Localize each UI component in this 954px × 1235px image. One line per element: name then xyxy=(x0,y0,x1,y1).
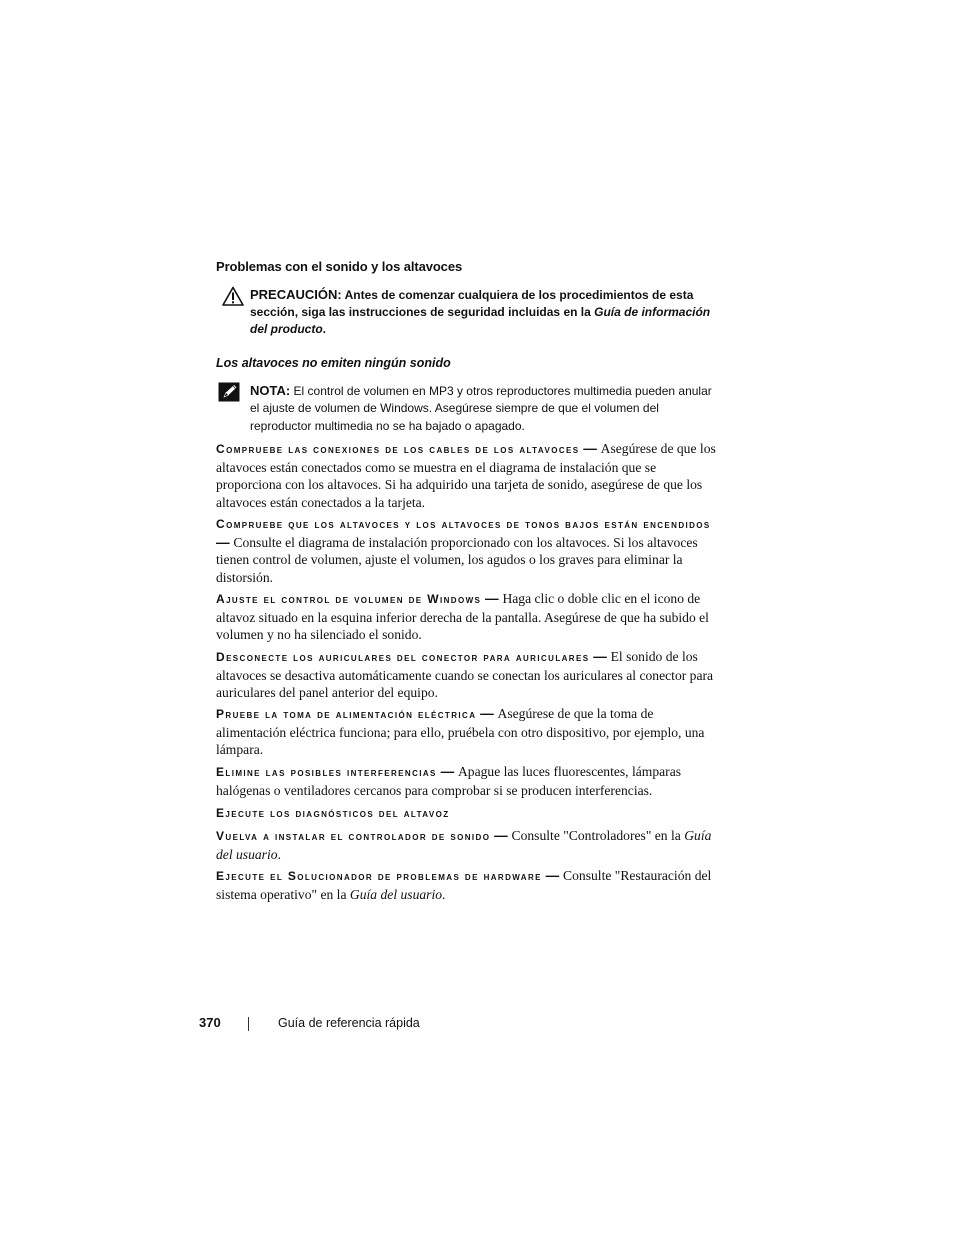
section-title: Problemas con el sonido y los altavoces xyxy=(216,259,463,274)
page-number: 370 xyxy=(199,1015,221,1030)
item-emphasis: Guía del usuario xyxy=(216,828,712,862)
item-dash: — xyxy=(216,534,234,550)
item-text: Consulte el diagrama de instalación proporcionado con los altavoces. Si los altavoces tienen control de volumen, ajuste el volumen, los agudos o los graves para eliminar la distorsión. xyxy=(216,534,698,585)
item-lead: Ejecute los diagnósticos del altavoz xyxy=(216,806,450,820)
troubleshoot-item xyxy=(216,827,716,863)
footer-divider xyxy=(248,1017,249,1031)
item-dash: — xyxy=(579,441,601,456)
item-text: Consulte "Controladores" en la xyxy=(511,828,685,843)
pencil-note-icon xyxy=(218,382,240,407)
troubleshoot-item xyxy=(216,648,716,702)
item-lead: Compruebe las conexiones de los cables de los altavoces xyxy=(216,442,580,456)
caution-body: Antes de comenzar cualquiera de los procedimientos de esta sección, siga las instrucciones de seguridad incluidas en la xyxy=(250,288,694,319)
warning-triangle-icon xyxy=(222,286,244,311)
item-dash: — xyxy=(436,764,458,779)
caution-end: . xyxy=(322,322,327,336)
note-label: NOTA: xyxy=(250,383,291,398)
troubleshoot-item xyxy=(216,590,716,644)
caution-text xyxy=(250,286,720,338)
item-text: Asegúrese de que la toma de alimentación eléctrica funciona; para ello, pruébela con otro dispositivo, por ejemplo, una lámpara. xyxy=(216,706,705,757)
item-lead: Ajuste el control de volumen de Windows xyxy=(216,592,482,606)
footer-title: Guía de referencia rápida xyxy=(278,1016,420,1030)
item-lead: Ejecute el Solucionador de problemas de hardware xyxy=(216,869,542,883)
item-dash: — xyxy=(481,591,503,606)
note-text xyxy=(250,382,720,435)
item-lead: Pruebe la toma de alimentación eléctrica xyxy=(216,707,477,721)
troubleshoot-item xyxy=(216,515,716,586)
item-lead: Compruebe que los altavoces y los altavoces de tonos bajos están encendidos xyxy=(216,517,711,531)
item-dash: — xyxy=(589,649,611,664)
item-lead: Elimine las posibles interferencias xyxy=(216,765,437,779)
note-body: El control de volumen en MP3 y otros reproductores multimedia pueden anular el ajuste de volumen de Windows. Asegúrese siempre de que el volumen del reproductor multimedia no se ha bajado o apagado. xyxy=(250,384,712,433)
troubleshoot-item xyxy=(216,804,716,823)
troubleshoot-item xyxy=(216,763,716,799)
item-text: Haga clic o doble clic en el icono de altavoz situado en la esquina inferior derecha de la pantalla. Asegúrese de que ha subido el volumen y no ha silenciado el sonido. xyxy=(216,591,709,642)
item-dash: — xyxy=(490,828,512,843)
item-dash: — xyxy=(476,706,498,721)
troubleshoot-item xyxy=(216,705,716,759)
item-dash: — xyxy=(541,868,564,883)
item-lead: Desconecte los auriculares del conector para auriculares xyxy=(216,650,590,664)
troubleshoot-item xyxy=(216,440,716,511)
item-end: . xyxy=(442,886,446,902)
item-text: Consulte "Restauración del sistema operativo" en la xyxy=(216,868,712,902)
caution-emphasis: Guía de información del producto xyxy=(250,305,711,336)
item-lead: Vuelva a instalar el controlador de sonido xyxy=(216,829,491,843)
item-end: . xyxy=(277,846,281,862)
item-text: Apague las luces fluorescentes, lámparas halógenas o ventiladores cercanos para comprobar si se producen interferencias. xyxy=(216,764,682,798)
item-text: El sonido de los altavoces se desactiva automáticamente cuando se conectan los auriculares al conector para auriculares del panel anterior del equipo. xyxy=(216,649,714,700)
item-text: Asegúrese de que los altavoces están conectados como se muestra en el diagrama de instalación que se proporciona con los altavoces. Si ha adquirido una tarjeta de sonido, asegúrese de que los altavoces están conectados a la tarjeta. xyxy=(216,441,716,510)
caution-label: PRECAUCIÓN: xyxy=(250,287,342,302)
item-emphasis: Guía del usuario xyxy=(349,886,443,902)
subheading: Los altavoces no emiten ningún sonido xyxy=(216,356,451,370)
troubleshoot-item xyxy=(216,867,716,903)
